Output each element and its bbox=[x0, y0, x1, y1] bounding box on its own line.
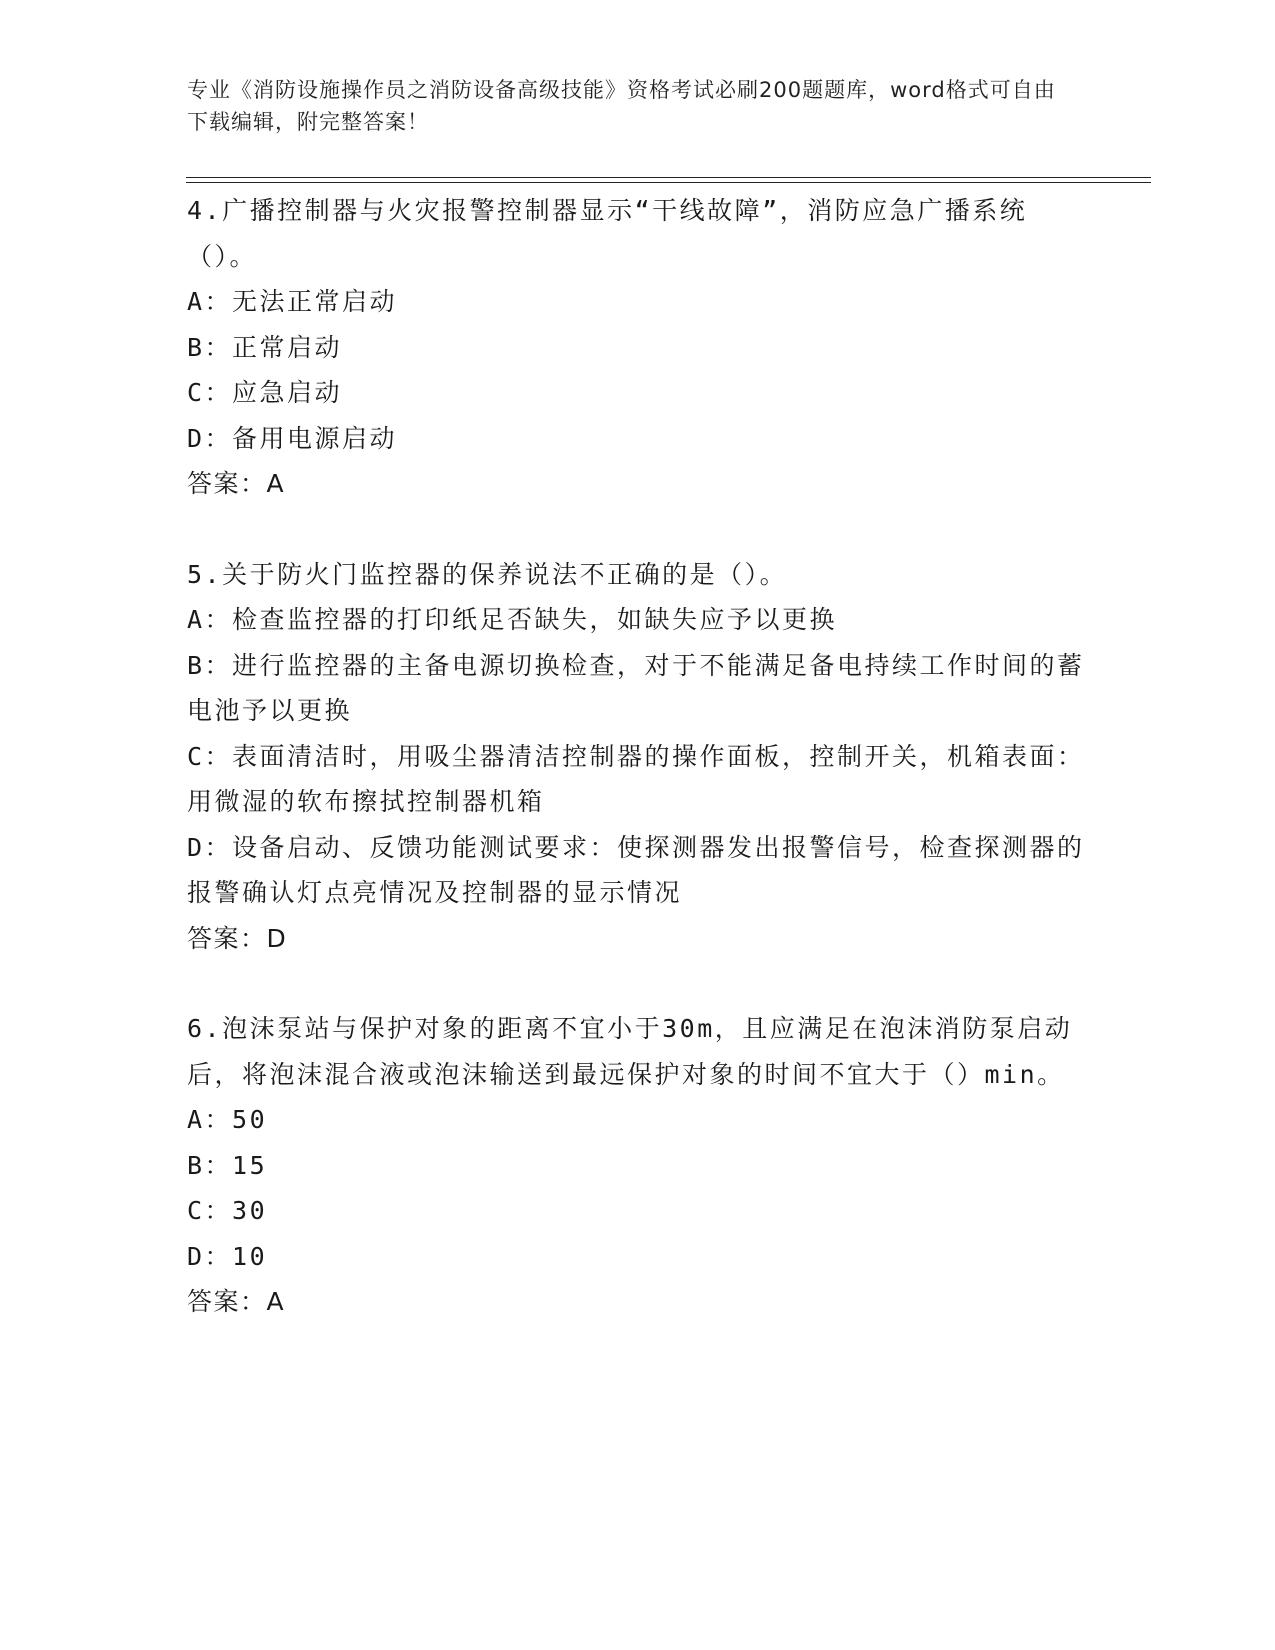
option-a: A：50 bbox=[187, 1105, 268, 1134]
option-b: B：进行监控器的主备电源切换检查，对于不能满足备电持续工作时间的蓄电池予以更换 bbox=[187, 650, 1085, 725]
answer: 答案：D bbox=[187, 923, 288, 953]
option-d: D：备用电源启动 bbox=[187, 423, 398, 453]
option-c: C：应急启动 bbox=[187, 378, 343, 407]
question-stem: 4.广播控制器与火灾报警控制器显示“干线故障”，消防应急广播系统（）。 bbox=[187, 196, 1028, 271]
answer: 答案：A bbox=[187, 469, 286, 498]
header-divider-top bbox=[186, 177, 1151, 178]
answer: 答案：A bbox=[187, 1287, 286, 1316]
question-stem: 6.泡沫泵站与保护对象的距离不宜小于30m，且应满足在泡沫消防泵启动后，将泡沫混合液或泡沫输送到最远保护对象的时间不宜大于（）min。 bbox=[187, 1014, 1073, 1089]
option-d: D：设备启动、反馈功能测试要求：使探测器发出报警信号，检查探测器的报警确认灯点亮情况及控制器的显示情况 bbox=[187, 832, 1085, 907]
question-4 bbox=[187, 188, 1087, 507]
option-d: D：10 bbox=[187, 1241, 268, 1271]
option-c: C：表面清洁时，用吸尘器清洁控制器的操作面板，控制开关，机箱表面：用微湿的软布擦拭控制器机箱 bbox=[187, 741, 1085, 816]
question-list bbox=[187, 188, 1087, 1370]
option-b: B：15 bbox=[187, 1150, 268, 1180]
header-divider-bottom bbox=[186, 182, 1151, 183]
question-stem: 5.关于防火门监控器的保养说法不正确的是（）。 bbox=[187, 559, 788, 589]
question-5 bbox=[187, 552, 1087, 962]
option-b: B：正常启动 bbox=[187, 332, 343, 362]
document-header: 专业《消防设施操作员之消防设备高级技能》资格考试必刷200题题库，word格式可自由下载编辑，附完整答案！ bbox=[187, 78, 1056, 134]
question-6 bbox=[187, 1006, 1087, 1325]
option-a: A：检查监控器的打印纸足否缺失，如缺失应予以更换 bbox=[187, 605, 838, 634]
option-c: C：30 bbox=[187, 1196, 268, 1225]
option-a: A：无法正常启动 bbox=[187, 287, 398, 316]
